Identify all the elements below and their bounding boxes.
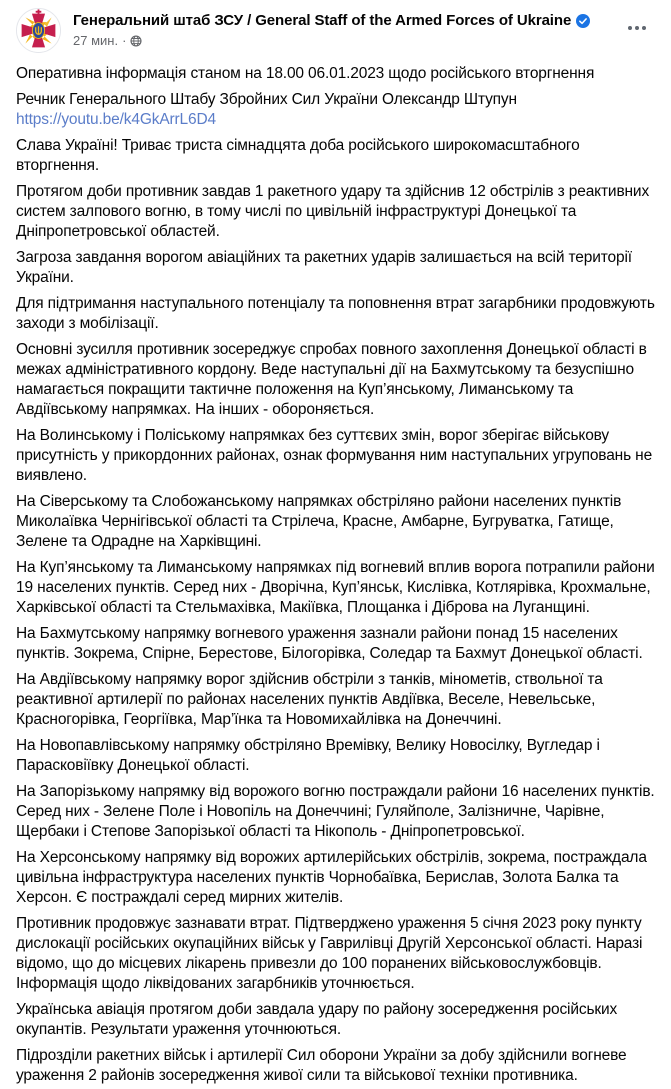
post-paragraph: На Куп’янському та Лиманському напрямках під вогневий вплив ворога потрапили райони 19 населених пунктів. Серед них - Дворічна, Куп’янськ, Кислівка, Котлярівка, Крохмальне, Харківської області та Стельмахівка, Макіївка, Площанка і Діброва на Луганщині.	[16, 559, 655, 616]
post-paragraph: Українська авіація протягом доби завдала удару по району зосередження російських окупантів. Результати ураження уточнюються.	[16, 1001, 618, 1038]
post-text	[16, 64, 655, 1086]
header-text	[73, 8, 619, 49]
public-globe-icon	[130, 35, 142, 47]
post-speaker-paragraph: Речник Генерального Штабу Збройних Сил України Олександр Штупун	[16, 91, 517, 108]
post-paragraph: Для підтримання наступального потенціалу та поповнення втрат загарбники продовжують заходи з мобілізації.	[16, 295, 655, 332]
post-paragraph: На Волинському і Поліському напрямках без суттєвих змін, ворог зберігає військову присутність у прикордонних районах, ознак формування ним наступальних угруповань не виявлено.	[16, 427, 653, 484]
post-paragraph: На Херсонському напрямку від ворожих артилерійських обстрілів, зокрема, постраждала цивільна інфраструктура населених пунктів Чорнобаївка, Берислав, Золота Балка та Херсон. Є постраждалі серед мирних жителів.	[16, 849, 647, 906]
page-avatar[interactable]	[16, 8, 61, 53]
post-meta	[73, 33, 619, 49]
post-paragraph: На Бахмутському напрямку вогневого ураження зазнали райони понад 15 населених пунктів. Зокрема, Спірне, Берестове, Білогорівка, Соледар та Бахмут Донецької області.	[16, 625, 643, 662]
youtube-link[interactable]: https://youtu.be/k4GkArrL6D4	[16, 111, 216, 128]
ellipsis-icon	[628, 26, 646, 30]
post-intro-paragraph: Оперативна інформація станом на 18.00 06.01.2023 щодо російського вторгнення	[16, 65, 595, 82]
verified-badge-icon	[576, 14, 590, 28]
post-paragraph: На Запорізькому напрямку від ворожого вогню постраждали райони 16 населених пунктів. Серед них - Зелене Поле і Новопіль на Донеччині; Гуляйполе, Залізничне, Чарівне, Щербаки і Степове Запорізької області та Нікополь - Дніпропетровської.	[16, 783, 655, 840]
post-paragraph: Основні зусилля противник зосереджує спробах повного захоплення Донецької області в межах адміністративного кордону. Веде наступальні дії на Бахмутському та безуспішно намагається покращити тактичне положення на Куп’янському, Лиманському та Авдіївському напрямках. На інших - обороняється.	[16, 341, 647, 418]
meta-separator: ·	[122, 33, 127, 48]
post-paragraph: На Сіверському та Слобожанському напрямках обстріляно райони населених пунктів Миколаївка Чернігівської області та Стрілеча, Красне, Амбарне, Бугруватка, Гатище, Зелене та Одрадне на Харківщині.	[16, 493, 622, 550]
post-paragraphs	[16, 136, 655, 1086]
general-staff-emblem-icon	[16, 8, 61, 53]
post-header	[16, 8, 655, 53]
post-paragraph: Підрозділи ракетних військ і артилерії Сил оборони України за добу здійснили вогневе ураження 2 районів зосередження живої сили та військової техніки противника.	[16, 1047, 627, 1084]
post-paragraph: На Новопавлівському напрямку обстріляно Времівку, Велику Новосілку, Вугледар і Парасковіївку Донецької області.	[16, 737, 600, 774]
post-paragraph: Противник продовжує зазнавати втрат. Підтверджено ураження 5 січня 2023 року пункту дислокації російських окупаційних військ у Гаврилівці Другій Херсонської області. Наразі відомо, що до місцевих лікарень привезли до 100 поранених військовослужбовців. Інформація щодо ліквідованих загарбників уточнюється.	[16, 915, 643, 992]
post-options-button[interactable]	[619, 10, 655, 46]
post-paragraph: Протягом доби противник завдав 1 ракетного удару та здійснив 12 обстрілів з реактивних систем залпового вогню, в тому числі по цивільній інфраструктурі Донецької та Дніпропетровської областей.	[16, 183, 650, 240]
post-paragraph: Слава Україні! Триває триста сімнадцята доба російського широкомасштабного вторгнення.	[16, 137, 580, 174]
post-paragraph: На Авдіївському напрямку ворог здійснив обстріли з танків, мінометів, ствольної та реактивної артилерії по районах населених пунктів Авдіївка, Веселе, Невельське, Красногорівка, Георгіївка, Мар’їнка та Новомихайлівка на Донеччині.	[16, 671, 603, 728]
timestamp[interactable]: 27 мин.	[73, 33, 119, 48]
page-name[interactable]: Генеральний штаб ЗСУ / General Staff of the Armed Forces of Ukraine	[73, 12, 572, 29]
post-paragraph: Загроза завдання ворогом авіаційних та ракетних ударів залишається на всій території України.	[16, 249, 632, 286]
